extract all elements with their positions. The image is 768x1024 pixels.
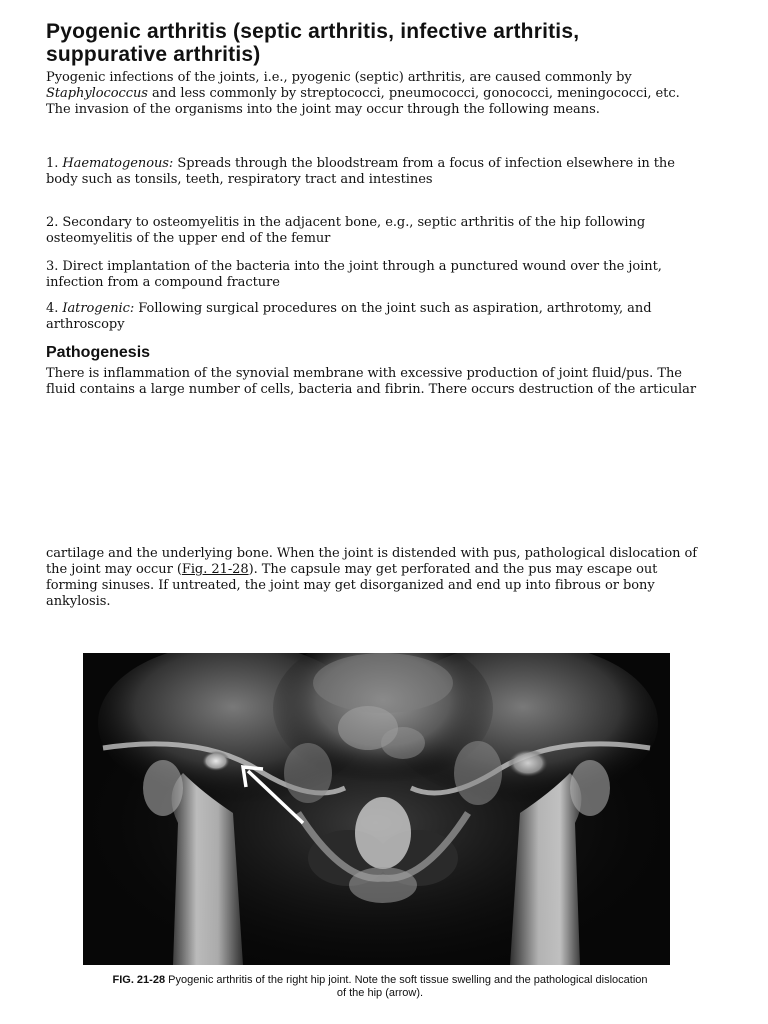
list-item-text: Spreads through the bloodstream from a focus of infection elsewhere in the body such as tonsils, teeth, respiratory tract and intestines [46, 156, 675, 187]
xray-figure [83, 653, 670, 965]
figure-reference-link[interactable]: Fig. 21-28 [181, 562, 249, 577]
pathogenesis-text-start: cartilage and the underlying bone. When the joint is distended with pus, pathological dislocation of the joint may occur ( [46, 546, 698, 577]
section-heading-pathogenesis: Pathogenesis [46, 344, 151, 361]
intro-text-end: and less commonly by streptococci, pneumococci, gonococci, meningococci, etc. The invasion of the organisms into the joint may occur through the following means. [46, 86, 680, 117]
list-item [46, 215, 706, 247]
pathogenesis-text-end: ). The capsule may get perforated and the pus may escape out forming sinuses. If untreated, the joint may get disorganized and end up into fibrous or bony ankylosis. [46, 562, 658, 609]
list-item-number: 4. [46, 301, 63, 316]
intro-paragraph [46, 70, 706, 118]
figure-label: FIG. 21-28 [112, 974, 166, 986]
figure-caption-text: Pyogenic arthritis of the right hip joint. Note the soft tissue swelling and the pathological dislocation of the hip (arrow). [165, 974, 648, 999]
list-item-number: 3. [46, 259, 63, 274]
page-title: Pyogenic arthritis (septic arthritis, infective arthritis, suppurative arthritis) [46, 20, 580, 66]
list-item-text: Secondary to osteomyelitis in the adjacent bone, e.g., septic arthritis of the hip following osteomyelitis of the upper end of the femur [46, 215, 646, 246]
pelvis-xray-image [83, 653, 670, 965]
figure-caption [110, 974, 650, 1000]
list-item [46, 259, 706, 291]
list-item [46, 156, 706, 188]
list-item-text: Following surgical procedures on the joint such as aspiration, arthrotomy, and arthroscopy [46, 301, 652, 332]
intro-text-start: Pyogenic infections of the joints, i.e., pyogenic (septic) arthritis, are caused commonly by [46, 70, 632, 85]
list-item-lead: Haematogenous: [62, 156, 174, 171]
list-item-number: 1. [46, 156, 63, 171]
list-item [46, 301, 706, 333]
pathogenesis-paragraph-2 [46, 546, 706, 610]
intro-italic-organism: Staphylococcus [46, 86, 148, 101]
list-item-number: 2. [46, 215, 63, 230]
pathogenesis-paragraph-1: There is inflammation of the synovial membrane with excessive production of joint fluid/pus. The fluid contains a large number of cells, bacteria and fibrin. There occurs destruction of the articular [46, 366, 696, 397]
list-item-text: Direct implantation of the bacteria into the joint through a punctured wound over the joint, infection from a compound fracture [46, 259, 662, 290]
list-item-lead: Iatrogenic: [62, 301, 135, 316]
